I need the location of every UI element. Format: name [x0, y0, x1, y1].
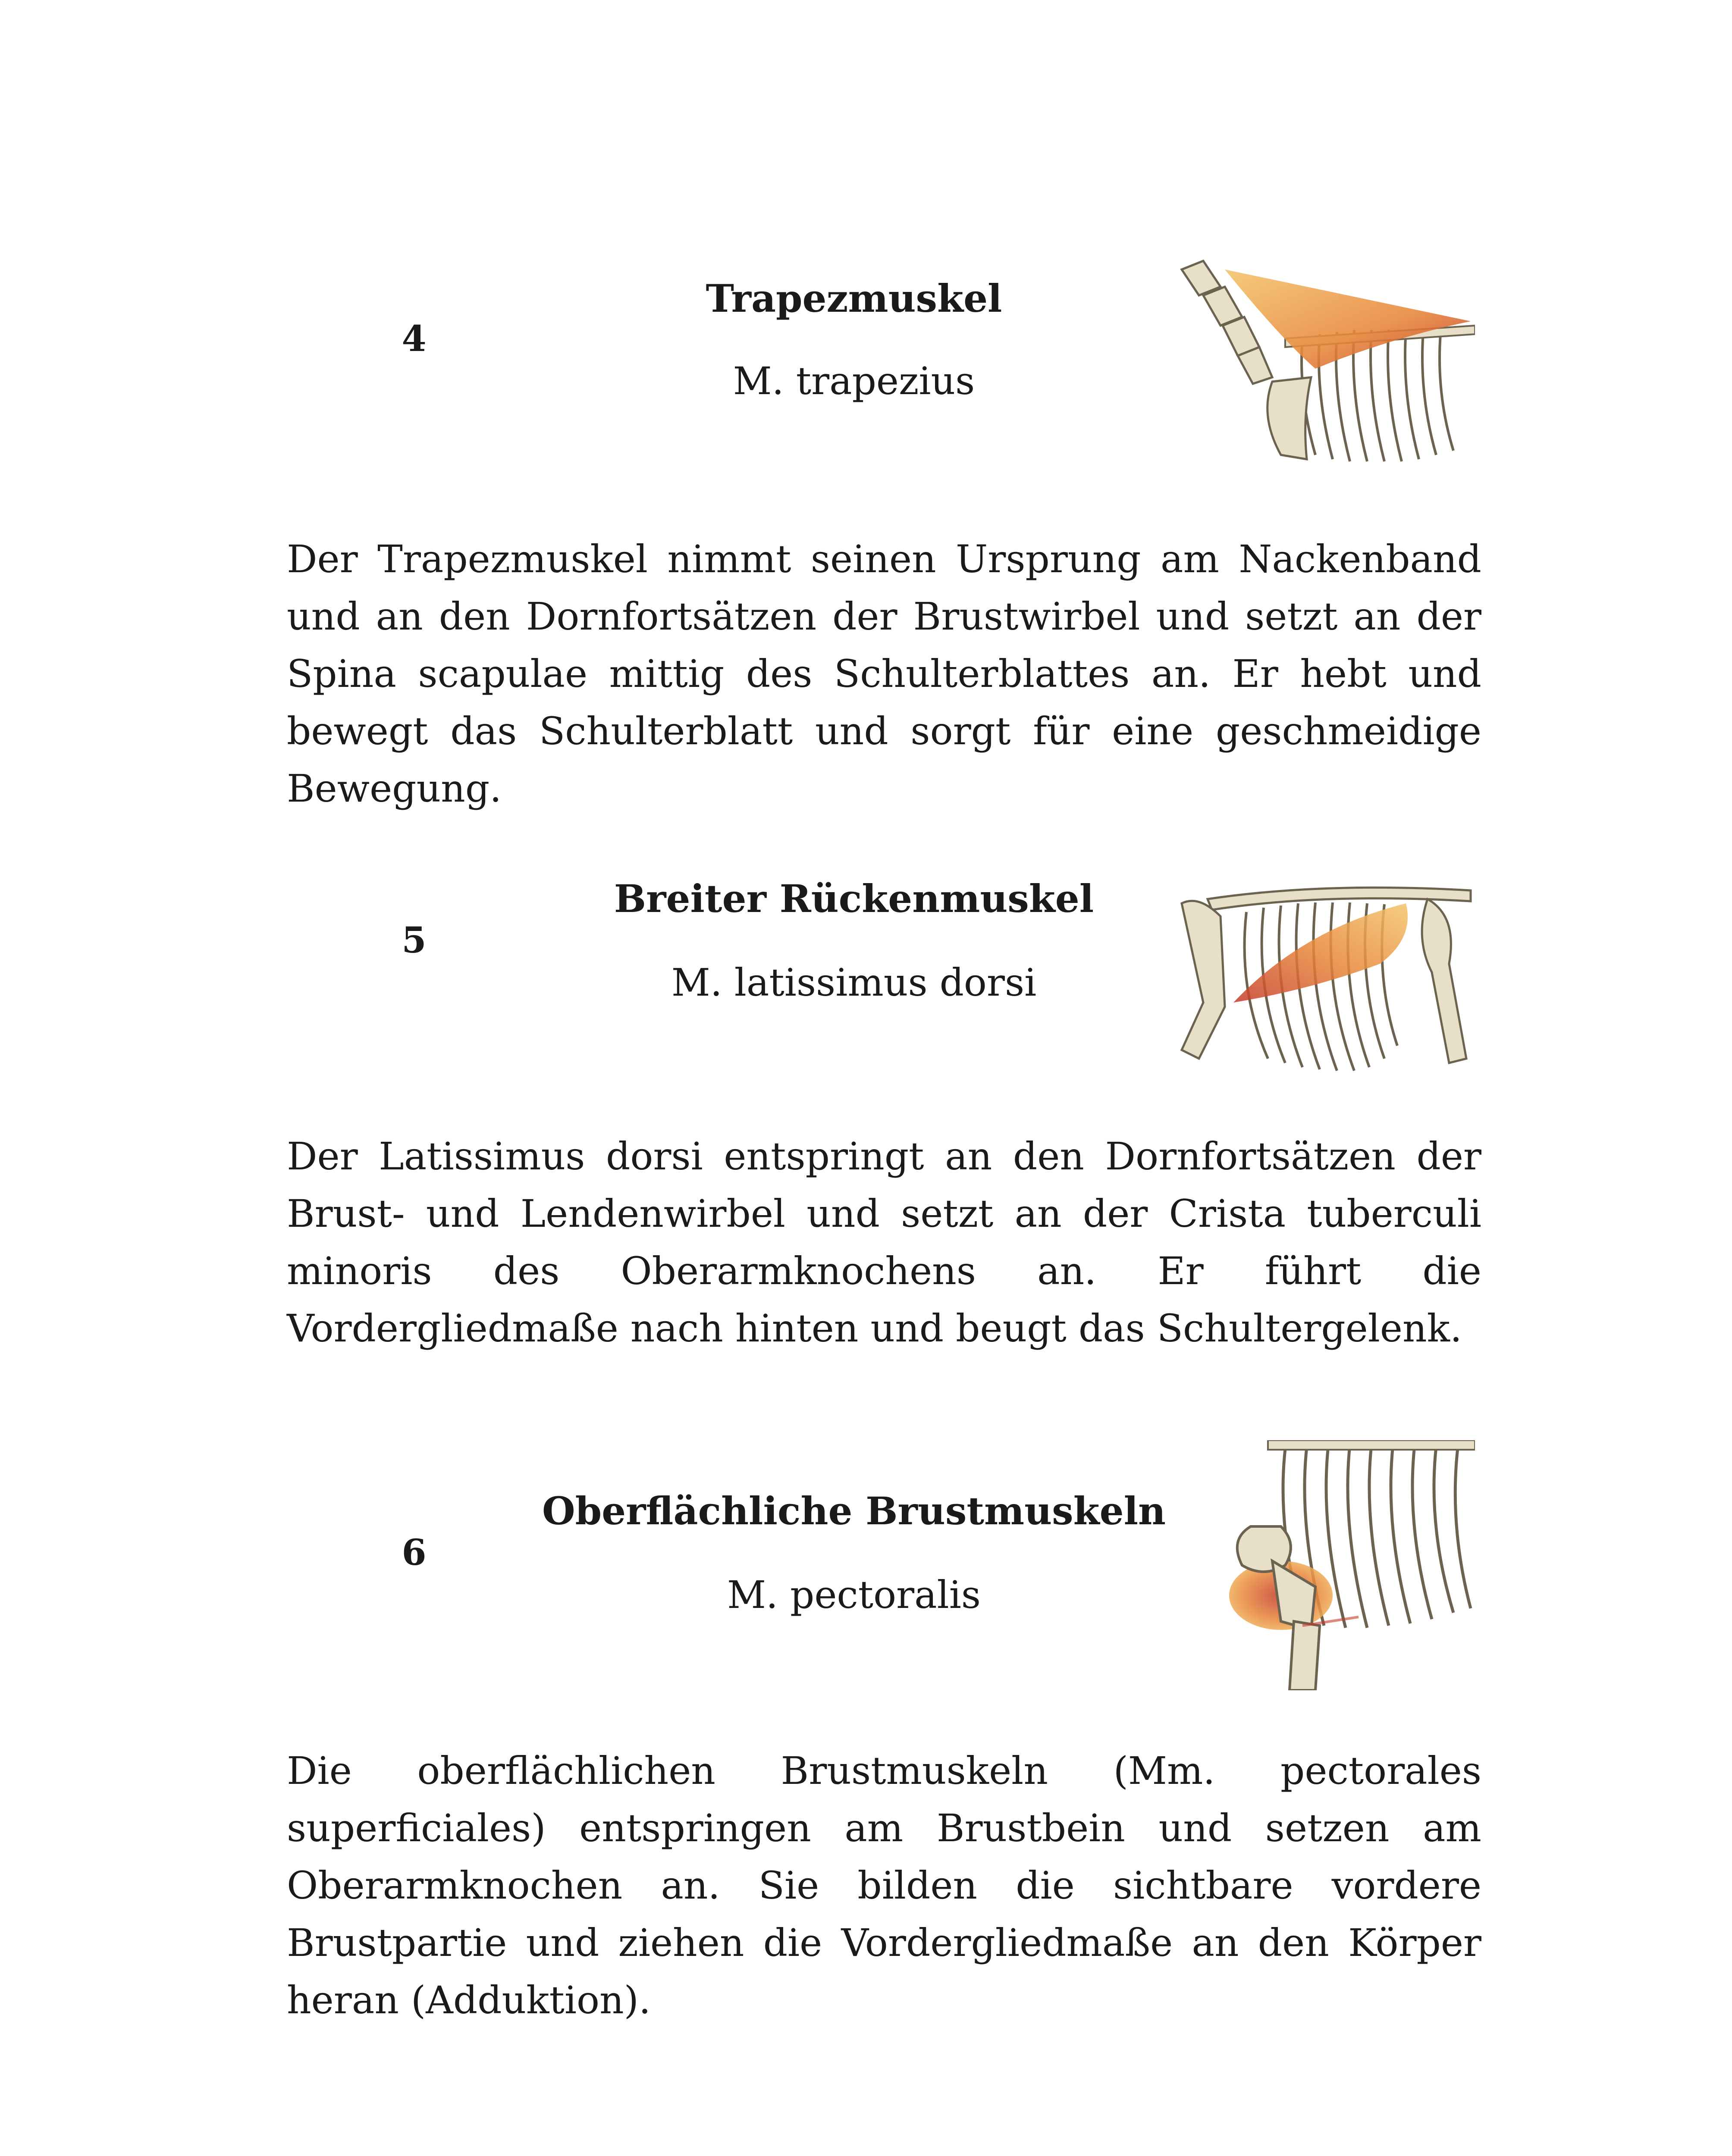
- latissimus-illustration: [1173, 877, 1475, 1076]
- section-number: 6: [402, 1532, 427, 1573]
- section-description: Der Latissimus dorsi entspringt an den Dornfortsätzen der Brust- und Lendenwirbel und setzt an der Crista tuberculi minoris des Oberarmknochens an. Er führt die Vordergliedmaße nach hinten und beugt das Schultergelenk.: [287, 1134, 1481, 1351]
- trapezius-illustration: [1173, 252, 1475, 468]
- section-description: Die oberflächlichen Brustmuskeln (Mm. pectorales superficiales) entspringen am Brustbein und setzen am Oberarmknochen an. Sie bilden die sichtbare vordere Brustpartie und ziehen die Vordergliedmaße an den Körper heran (Adduktion).: [287, 1749, 1481, 2022]
- section-title: Trapezmuskel: [706, 276, 1002, 321]
- section-title: Oberflächliche Brustmuskeln: [542, 1489, 1166, 1533]
- section-number: 5: [402, 920, 427, 961]
- horse-skeleton-pectoralis-icon: [1216, 1440, 1475, 1690]
- latin-name: M. pectoralis: [727, 1573, 981, 1617]
- pectoralis-illustration: [1216, 1440, 1475, 1690]
- latin-name: M. latissimus dorsi: [671, 960, 1037, 1005]
- section-title: Breiter Rückenmuskel: [614, 876, 1094, 921]
- horse-skeleton-latissimus-icon: [1173, 877, 1475, 1076]
- latin-name: M. trapezius: [733, 359, 975, 403]
- section-description: Der Trapezmuskel nimmt seinen Ursprung am Nackenband und an den Dornfortsätzen der Brustwirbel und setzt an der Spina scapulae mittig des Schulterblattes an. Er hebt und bewegt das Schulterblatt und sorgt für eine geschmeidige Bewegung.: [287, 537, 1481, 811]
- horse-skeleton-trapezius-icon: [1173, 252, 1475, 468]
- section-number: 4: [402, 318, 427, 360]
